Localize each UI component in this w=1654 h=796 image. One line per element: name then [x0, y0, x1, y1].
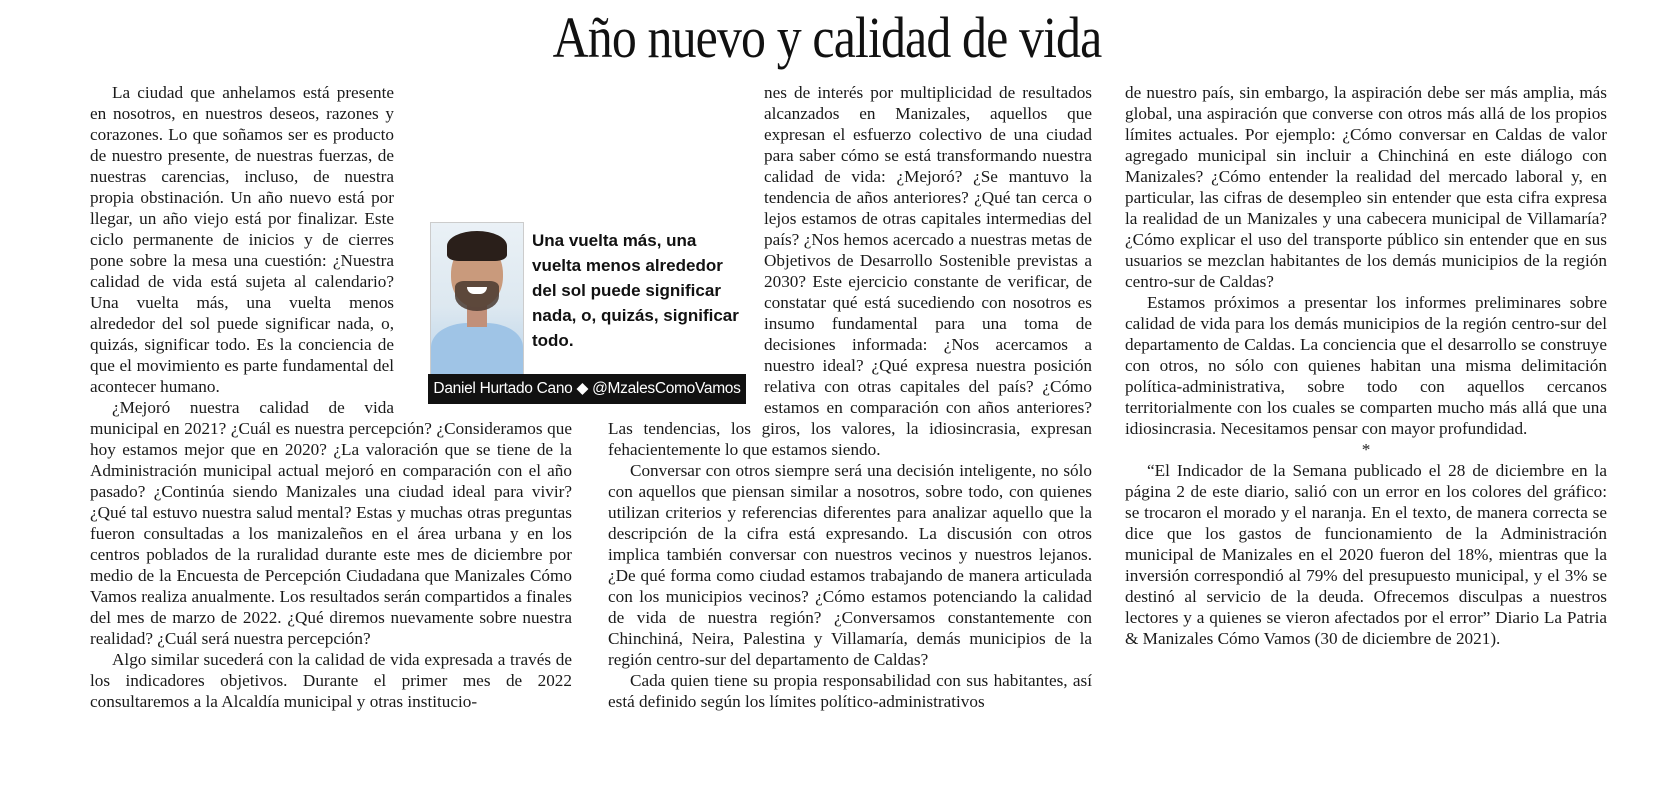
paragraph: nes de interés por multiplicidad de resultados alcanzados en Manizales, aquellos que expresan el esfuerzo colectivo de una ciudad para saber cómo se está transformando nuestra calidad de vida: ¿Mejoró? ¿Se mantuvo la tendencia de años anteriores? ¿Qué tan cerca o lejos estamos de otras capitales intermedias del país? ¿Nos hemos acercado a nuestras metas de Objetivos de Desarrollo Sostenible previstas a 2030? Este ejercicio constante de verificar, de constatar qué está sucediendo con nosotros es insumo fundamental para una toma de decisiones informada: ¿Nos acercamos a nuestro ideal? ¿Qué expresa nuestra posición relativa con otras capitales del país? ¿Cómo estamos en comparación con años anteriores? Las tendencias, los giros, los valores, la idiosincrasia, expresan fehacientemente lo que estamos siendo.	[608, 83, 1092, 459]
paragraph: Estamos próximos a presentar los informes preliminares sobre calidad de vida para los demás municipios de la región centro-sur del departamento de Caldas. La conciencia que el desarrollo se construye con otros, no sólo con quienes habitan una misma delimitación política-administrativa, sobre todo con aquellos cercanos territorialmente con los cuales se comparten mucho más allá que una idiosincrasia. Necesitamos pensar con mayor profundidad.	[1125, 293, 1607, 438]
correction-note: “El Indicador de la Semana publicado el 28 de diciembre en la página 2 de este diario, salió con un error en los colores del gráfico: se trocaron el morado y el naranja. En el texto, de manera correcta se dice que los gastos de funcionamiento de la Administración municipal de Manizales en el 2020 fueron del 18%, mientras que la inversión correspondió al 79% del presupuesto municipal, y el 3% se destinó al servicio de la deuda. Ofrecemos disculpas a nuestros lectores y a quienes se vieron afectados por el error” Diario La Patria & Manizales Cómo Vamos (30 de diciembre de 2021).	[1125, 461, 1607, 648]
section-divider-asterisk: *	[1361, 440, 1371, 459]
photo-beard	[455, 281, 499, 311]
photo-hair	[447, 231, 507, 261]
article-headline: Año nuevo y calidad de vida	[552, 5, 1102, 70]
author-box	[428, 222, 746, 406]
paragraph: Cada quien tiene su propia responsabilidad con sus habitantes, así está definido según los límites político-administrativos	[608, 671, 1092, 711]
pull-quote: Una vuelta más, una vuelta menos alrededor del sol puede significar nada, o, quizás, significar todo.	[532, 231, 739, 350]
paragraph: Algo similar sucederá con la calidad de vida expresada a través de los indicadores objetivos. Durante el primer mes de 2022 consultaremos a la Alcaldía municipal y otras institucio-	[90, 650, 572, 711]
author-byline: Daniel Hurtado Cano ◆ @MzalesComoVamos	[428, 374, 746, 404]
paragraph: de nuestro país, sin embargo, la aspiración debe ser más amplia, más global, una aspiración que converse con otros más allá de los propios límites actuales. Por ejemplo: ¿Cómo conversar en Caldas de valor agregado municipal sin incluir a Chinchiná en este diálogo con Manizales? ¿Cómo entender la realidad del mercado laboral y, en particular, las cifras de desempleo sin entender que esta cifra expresa la realidad de un Manizales y una cabecera municipal de Villamaría? ¿Cómo explicar el uso del transporte público sin entender que en sus usuarios se mezclan habitantes de los demás municipios de la región centro-sur de Caldas?	[1125, 83, 1607, 291]
paragraph: ¿Mejoró nuestra calidad de vida municipal en 2021? ¿Cuál es nuestra percepción? ¿Consideramos que hoy estamos mejor que en 2020? ¿La valoración que se tiene de la Administración municipal actual mejoró en comparación con el año pasado? ¿Continúa siendo Manizales una ciudad ideal para vivir? ¿Qué tal estuvo nuestra salud mental? Estas y muchas otras preguntas fueron consultadas a los manizaleños en el área urbana y en los centros poblados de la ruralidad durante este mes de diciembre por medio de la Encuesta de Percepción Ciudadana que Manizales Cómo Vamos realiza anualmente. Los resultados serán compartidos a finales del mes de marzo de 2022. ¿Qué diremos nuevamente sobre nuestra realidad? ¿Cuál será nuestra percepción?	[90, 398, 572, 648]
article-column-3	[1125, 82, 1607, 649]
paragraph: Conversar con otros siempre será una decisión inteligente, no sólo con aquellos que piensan similar a nosotros, sobre todo, con quienes utilizan criterios y referencias diferentes para analizar aquello que la descripción de la cifra está expresando. La discusión con otros implica también conversar con nuestros vecinos y nuestros lejanos. ¿De qué forma como ciudad estamos trabajando de manera articulada con los municipios vecinos? ¿Cómo estamos potenciando la calidad de vida de nuestra región? ¿Conversamos constantemente con Chinchiná, Neira, Palestina y Villamaría, demás municipios de la región centro-sur del departamento de Caldas?	[608, 461, 1092, 669]
paragraph: La ciudad que anhelamos está presente en nosotros, en nuestros deseos, razones y corazones. Lo que soñamos ser es producto de nuestro presente, de nuestras fuerzas, de nuestras carencias, incluso, de nuestra propia obstinación. Un año nuevo está por llegar, un año viejo está por finalizar. Este ciclo permanente de inicios y de cierres pone sobre la mesa una cuestión: ¿Nuestra calidad de vida está sujeta al calendario? Una vuelta más, una vuelta menos alrededor del sol puede significar nada, o, quizás, significar todo. Es la conciencia de que el movimiento es parte fundamental del acontecer humano.	[90, 83, 394, 396]
author-photo	[430, 222, 524, 376]
photo-shirt	[431, 323, 523, 376]
